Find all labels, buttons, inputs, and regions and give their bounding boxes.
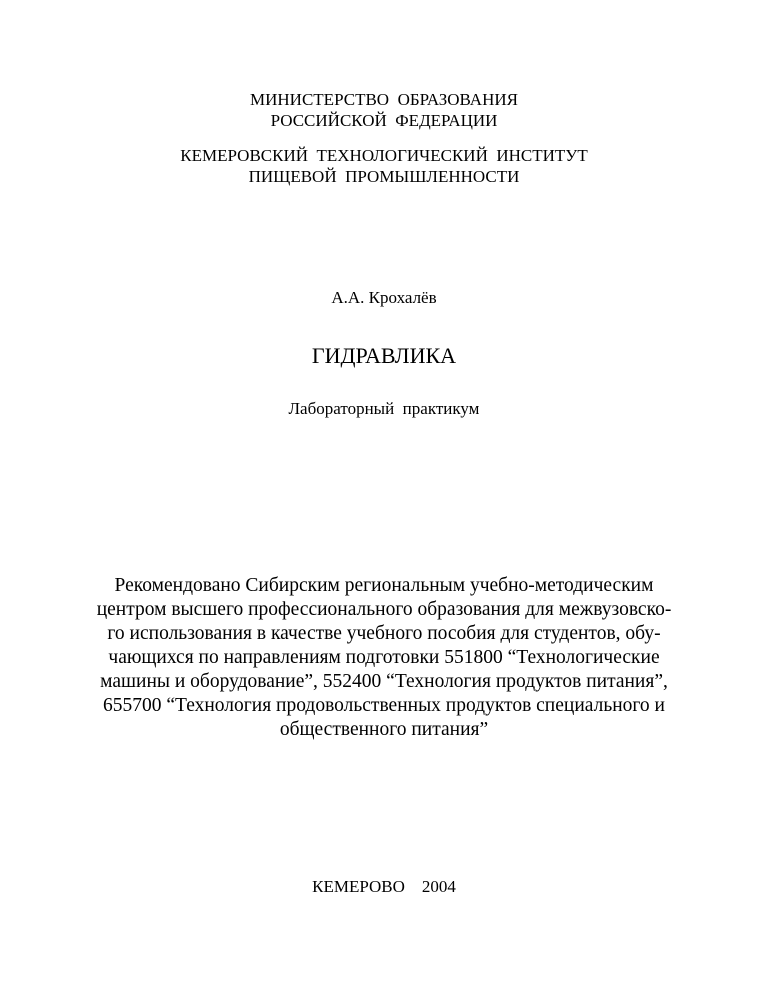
ministry-heading — [0, 89, 768, 131]
recommendation-line: Рекомендовано Сибирским региональным учебно-методическим — [114, 575, 654, 596]
author-name — [0, 287, 768, 308]
recommendation-line: машины и оборудование”, 552400 “Технология продуктов питания”, — [100, 671, 668, 692]
author-text: А.А. Крохалёв — [331, 288, 437, 307]
title-text: ГИДРАВЛИКА — [311, 343, 457, 368]
ministry-line-2: РОССИЙСКОЙ ФЕДЕРАЦИИ — [270, 111, 498, 130]
city-year — [0, 876, 768, 897]
recommendation-line: го использования в качестве учебного пособия для студентов, обу- — [107, 623, 661, 644]
recommendation-line: 655700 “Технология продовольственных продуктов специального и — [103, 695, 665, 716]
recommendation-line: общественного питания” — [279, 719, 489, 740]
recommendation-line: чающихся по направлениям подготовки 551800 “Технологические — [108, 647, 660, 668]
document-title — [0, 343, 768, 369]
recommendation-line: центром высшего профессионального образования для межвузовско- — [96, 599, 672, 620]
institute-heading — [0, 145, 768, 187]
city-year-text: КЕМЕРОВО 2004 — [312, 877, 456, 896]
recommendation-paragraph — [0, 574, 768, 742]
subtitle-text: Лабораторный практикум — [288, 399, 480, 418]
institute-line-1: КЕМЕРОВСКИЙ ТЕХНОЛОГИЧЕСКИЙ ИНСТИТУТ — [180, 146, 588, 165]
ministry-line-1: МИНИСТЕРСТВО ОБРАЗОВАНИЯ — [250, 90, 518, 109]
institute-line-2: ПИЩЕВОЙ ПРОМЫШЛЕННОСТИ — [248, 167, 520, 186]
document-subtitle — [0, 398, 768, 419]
